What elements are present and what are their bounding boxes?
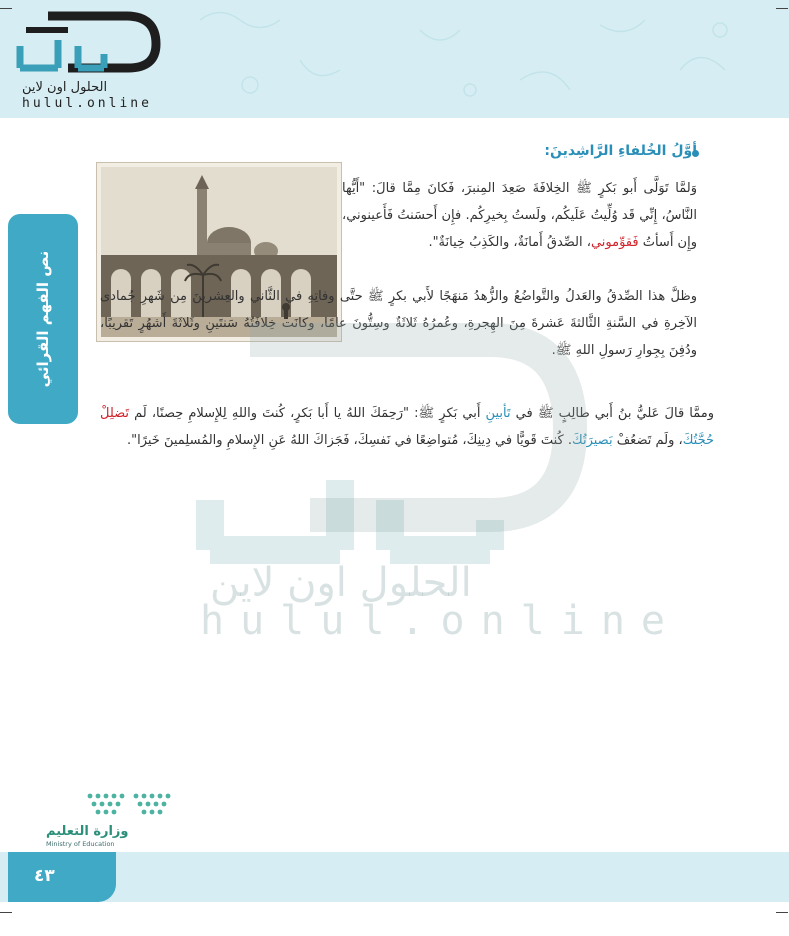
ministry-logo bbox=[40, 790, 180, 855]
bottom-band bbox=[0, 852, 789, 902]
page-number-tab bbox=[8, 852, 116, 902]
paragraph-1-part-a: وَلمَّا تَوَلَّى أَبو بَكرٍ ﷺ الخِلافَةَ صَعِدَ المِنبرَ، فَكانَ مِمَّا قالَ: "أَيُّها النَّاسُ، إِنِّي قَد وُلِّيتُ عَلَيكُم، ولَستُ بِخيرِكُم. فإِن أَحسَنتُ فَأَعينوني، وإِن أَسأتُ bbox=[342, 181, 697, 250]
highlight-word-tadlil: تَضلِلْ bbox=[100, 406, 130, 421]
logo-arabic-text: الحلول اون لاين bbox=[22, 80, 108, 95]
ministry-arabic-name: وزارة التعليم bbox=[46, 824, 129, 839]
paragraph-3-part-d: ، ولَم تَضعُفْ bbox=[612, 433, 683, 448]
paragraph-2-text: وظلَّ هذا الصِّدقُ والعَدلُ والتَّواضُعُ والزُّهدُ مَنهَجًا لأَبي بكرٍ ﷺ حتَّى وفاتِهِ في الثَّاني والعِشرينَ مِن شَهرِ جُمادى الآخِرةِ في السَّنةِ الثَّالثةَ عَشرةَ مِنَ الهِجرةِ، وعُمرُهُ ثَلاثَةٌ وسِتُّونَ عامًا، وكانَت خِلافَتُهُ سَنتَينِ وثَلاثَةَ أَشهُرٍ تَقريبًا، ودُفِنَ بِجِوارِ رَسولِ اللهِ ﷺ. bbox=[100, 289, 697, 358]
crop-mark bbox=[776, 8, 788, 9]
highlight-word-qawimuni: فَقوِّموني bbox=[590, 235, 639, 250]
paragraph-1-part-b: ، الصِّدقُ أَمانَةٌ، والكَذِبُ خِيانَةٌ". bbox=[428, 235, 591, 250]
highlight-word-tabeen: تَأبينِ bbox=[485, 406, 511, 421]
logo-latin-text: hulul.online bbox=[22, 96, 152, 111]
ministry-dots-icon bbox=[40, 790, 180, 822]
paragraph-3 bbox=[100, 400, 714, 454]
logo-mark-icon bbox=[8, 6, 168, 86]
paragraph-3-part-e: . كُنتَ قَويًّا في دِينِكَ، مُتواضِعًا في نَفسِكَ، فَجَزاكَ اللهُ عَنِ الإِسلامِ والمُسلِمينَ خَيرًا". bbox=[126, 433, 573, 448]
paragraph-2 bbox=[100, 283, 697, 364]
paragraph-3-part-a: وممَّا قالَ عَليُّ بنُ أَبي طالِبٍ ﷺ في bbox=[510, 406, 714, 421]
ministry-english-name: Ministry of Education bbox=[46, 840, 115, 848]
page-number: ٤٣ bbox=[34, 866, 55, 886]
paragraph-3-part-b: أَبي بَكرٍ ﷺ: "رَحِمَكَ اللهُ يا أَبا بَكرٍ، كُنتَ واللهِ لِلإِسلامِ حِصنًا، لَم bbox=[129, 406, 486, 421]
highlight-word-basiratuk: بَصيرَتُكَ bbox=[572, 433, 613, 448]
site-logo bbox=[8, 6, 168, 114]
highlight-word-hujjatuk: حُجَّتُكَ bbox=[682, 433, 714, 448]
paragraph-1 bbox=[342, 175, 697, 256]
section-heading: أوَّلُ الخُلفاءِ الرَّاشِدينَ: bbox=[544, 143, 697, 159]
crop-mark bbox=[0, 8, 12, 9]
watermark-arabic-text: الحلول اون لاين bbox=[210, 560, 472, 606]
section-tab bbox=[8, 214, 78, 424]
crop-mark bbox=[0, 912, 12, 913]
crop-mark bbox=[776, 912, 788, 913]
watermark-latin-text: hulul.online bbox=[200, 598, 681, 644]
section-tab-label: نص الفهم القرائي bbox=[34, 250, 52, 388]
